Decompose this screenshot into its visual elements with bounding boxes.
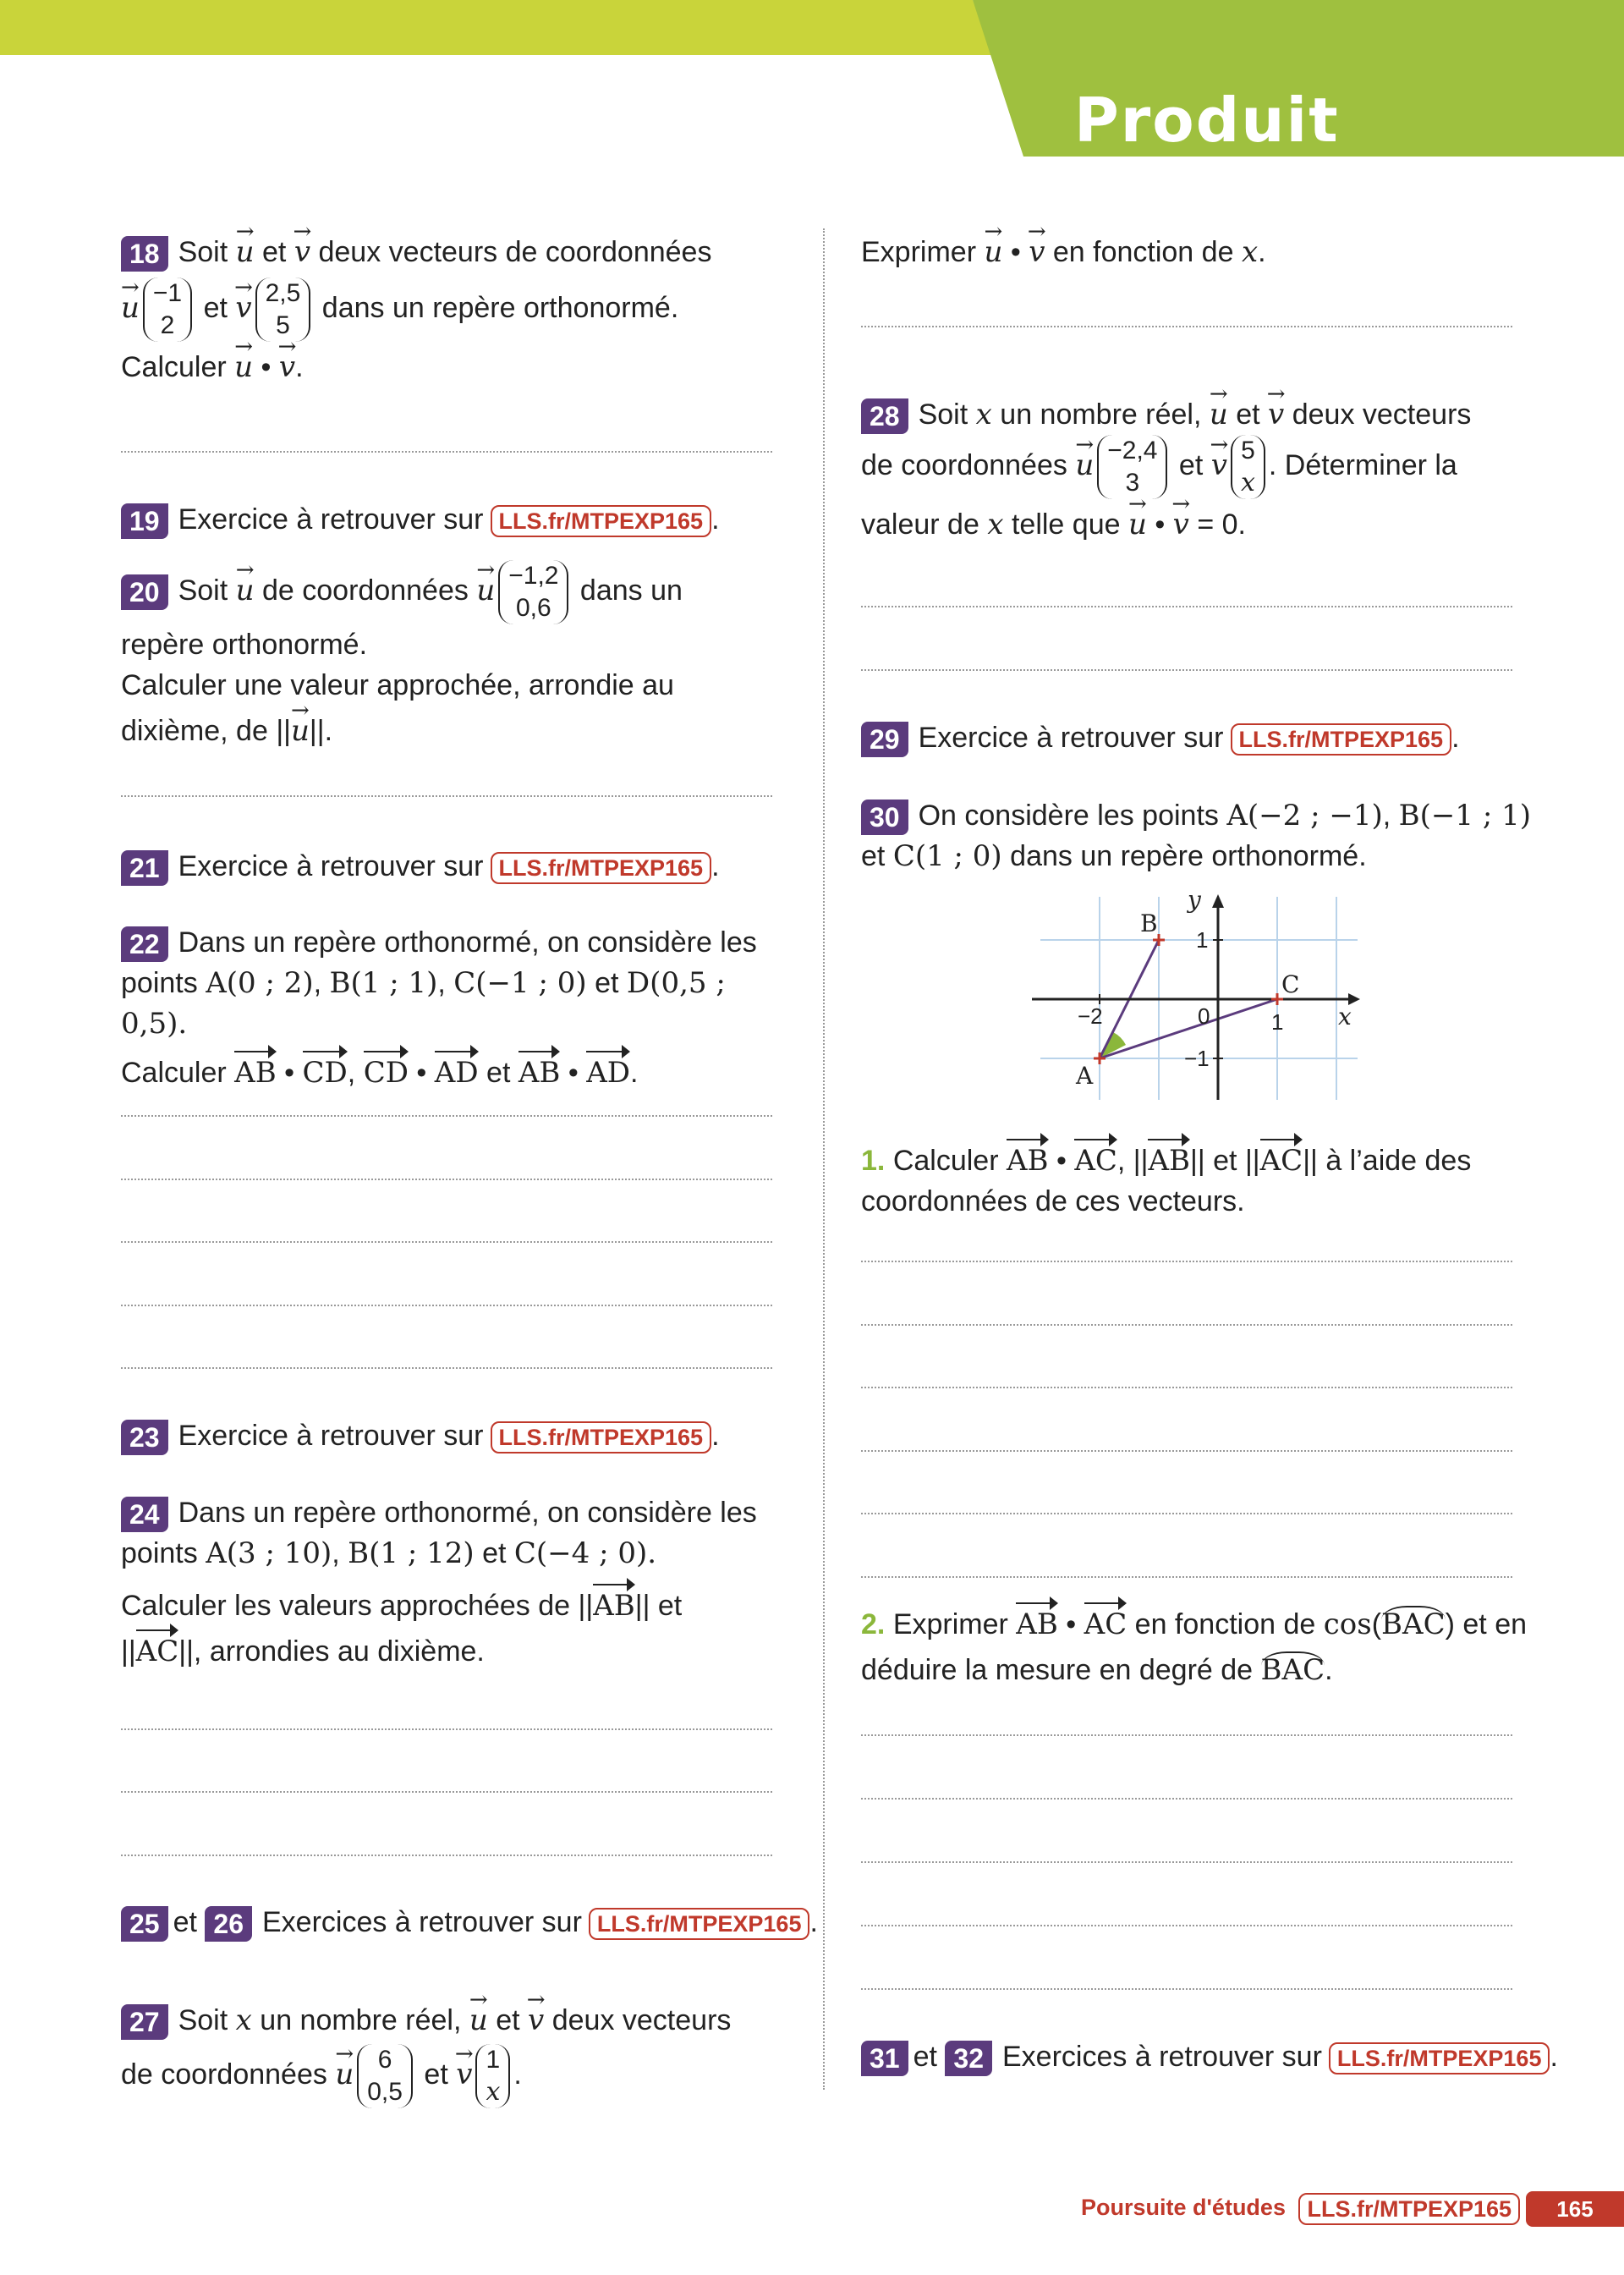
exercise-28: 28 Soit x un nombre réel, → u et → v deux vecteurs de coordonnées → u −2,4 3 et → v 5 x. Déterminer la valeur de x telle que → u • → v = 0. <box>861 389 1538 545</box>
exercise-31-32: 31 et 32 Exercices à retrouver sur LLS.fr/MTPEXP165 . <box>861 2036 1558 2077</box>
exercise-18: 18 Soit → u et → v deux vecteurs de coordonnées → u −1 2 et → v 2,5 5 dans un repère orthonormé. Calculer → u • → v. <box>121 227 798 387</box>
exercise-number: 31 <box>861 2041 908 2076</box>
exercise-number: 23 <box>121 1420 168 1455</box>
lls-link[interactable]: LLS.fr/MTPEXP165 <box>491 1421 712 1453</box>
exercise-21: 21 Exercice à retrouver sur LLS.fr/MTPEXP165 . <box>121 846 720 887</box>
exercise-19: 19 Exercice à retrouver sur LLS.fr/MTPEXP165 . <box>121 499 720 540</box>
lls-link[interactable]: LLS.fr/MTPEXP165 <box>491 505 712 537</box>
exercise-number: 27 <box>121 2004 168 2040</box>
exercise-27-continued: Exprimer → u • → v en fonction de x. <box>861 227 1538 272</box>
lls-link[interactable]: LLS.fr/MTPEXP165 <box>1231 723 1452 756</box>
exercise-29: 29 Exercice à retrouver sur LLS.fr/MTPEXP165 . <box>861 717 1460 758</box>
tick-label: −2 <box>1078 1003 1103 1029</box>
exercise-number: 29 <box>861 722 908 757</box>
footer-label: Poursuite d'études <box>1081 2195 1286 2221</box>
exercise-30: 30 On considère les points A(−2 ; −1), B(−1 ; 1) et C(1 ; 0) dans un repère orthonormé. <box>861 799 1532 873</box>
answer-line <box>121 1728 772 1730</box>
page-number: 165 <box>1526 2191 1624 2227</box>
answer-line <box>121 1241 772 1243</box>
answer-line <box>121 1855 772 1856</box>
tick-label: 1 <box>1271 1009 1284 1035</box>
footer-link[interactable]: LLS.fr/MTPEXP165 <box>1298 2193 1520 2225</box>
answer-line <box>861 1576 1512 1578</box>
lls-link[interactable]: LLS.fr/MTPEXP165 <box>491 852 712 884</box>
answer-line <box>861 1324 1512 1326</box>
tick-label: 0 <box>1198 1003 1210 1029</box>
tick-label: 1 <box>1196 927 1209 953</box>
answer-line <box>121 451 772 453</box>
answer-line <box>121 1115 772 1117</box>
exercise-number: 25 <box>121 1906 168 1942</box>
exercise-number: 20 <box>121 574 168 610</box>
exercise-22: 22 Dans un repère orthonormé, on considère les points A(0 ; 2), B(1 ; 1), C(−1 ; 0) et D(0,5 ; 0,5). Calculer AB • CD, CD • AD et AB • AD. <box>121 922 798 1093</box>
column-separator <box>823 228 825 2090</box>
answer-line <box>121 1367 772 1369</box>
exercise-number: 22 <box>121 926 168 962</box>
exercise-number: 28 <box>861 398 908 434</box>
exercise-24: 24 Dans un repère orthonormé, on considère les points A(3 ; 10), B(1 ; 12) et C(−4 ; 0). Calculer les valeurs approchées de ||AB|| et ||AC||, arrondies au dixième. <box>121 1492 798 1672</box>
exercise-23: 23 Exercice à retrouver sur LLS.fr/MTPEXP165 . <box>121 1415 720 1456</box>
lls-link[interactable]: LLS.fr/MTPEXP165 <box>589 1908 810 1940</box>
answer-line <box>121 1791 772 1793</box>
answer-line <box>861 1450 1512 1452</box>
exercise-number: 18 <box>121 236 168 272</box>
question-30-2: 2. Exprimer AB • AC en fonction de cos(BAC) et en déduire la mesure en degré de BAC. <box>861 1599 1538 1690</box>
exercise-27: 27 Soit x un nombre réel, → u et → v deux vecteurs de coordonnées → u 6 0,5 et → v 1 x. <box>121 1995 798 2108</box>
answer-line <box>861 1988 1512 1990</box>
answer-line <box>861 606 1512 607</box>
answer-line <box>861 1925 1512 1926</box>
answer-line <box>861 1387 1512 1388</box>
point-label-A: A <box>1076 1062 1094 1090</box>
answer-line <box>121 1179 772 1180</box>
answer-line <box>121 1305 772 1306</box>
exercise-number: 21 <box>121 850 168 886</box>
question-30-1: 1. Calculer AB • AC, ||AB|| et ||AC|| à l’aide des coordonnées de ces vecteurs. <box>861 1135 1538 1222</box>
exercise-number: 32 <box>945 2041 992 2076</box>
x-axis-label: x <box>1338 1003 1352 1030</box>
answer-line <box>861 669 1512 671</box>
exercise-20: 20 Soit → u de coordonnées → u −1,2 0,6 dans un repère orthonormé. Calculer une valeur approchée, arrondie au dixième, de ||→ u||. <box>121 560 798 751</box>
answer-line <box>861 1734 1512 1736</box>
tick-label: −1 <box>1184 1046 1210 1071</box>
point-label-B: B <box>1140 909 1158 937</box>
coordinate-graph <box>1023 884 1370 1104</box>
answer-line <box>861 1798 1512 1800</box>
y-axis-arrow <box>1212 894 1224 908</box>
exercise-25-26: 25 et 26 Exercices à retrouver sur LLS.fr/MTPEXP165 . <box>121 1902 818 1943</box>
page-title: Produit scalaire <box>1074 85 1356 227</box>
answer-line <box>861 1861 1512 1863</box>
exercise-number: 24 <box>121 1497 168 1532</box>
answer-line <box>861 1513 1512 1514</box>
answer-line <box>861 326 1512 327</box>
y-axis-label: y <box>1188 886 1201 914</box>
answer-line <box>121 795 772 797</box>
lls-link[interactable]: LLS.fr/MTPEXP165 <box>1329 2042 1550 2074</box>
footer <box>1081 2193 1520 2225</box>
exercise-number: 19 <box>121 503 168 539</box>
answer-line <box>861 1261 1512 1262</box>
point-label-C: C <box>1281 970 1300 998</box>
exercise-number: 26 <box>205 1906 252 1942</box>
exercise-number: 30 <box>861 800 908 835</box>
